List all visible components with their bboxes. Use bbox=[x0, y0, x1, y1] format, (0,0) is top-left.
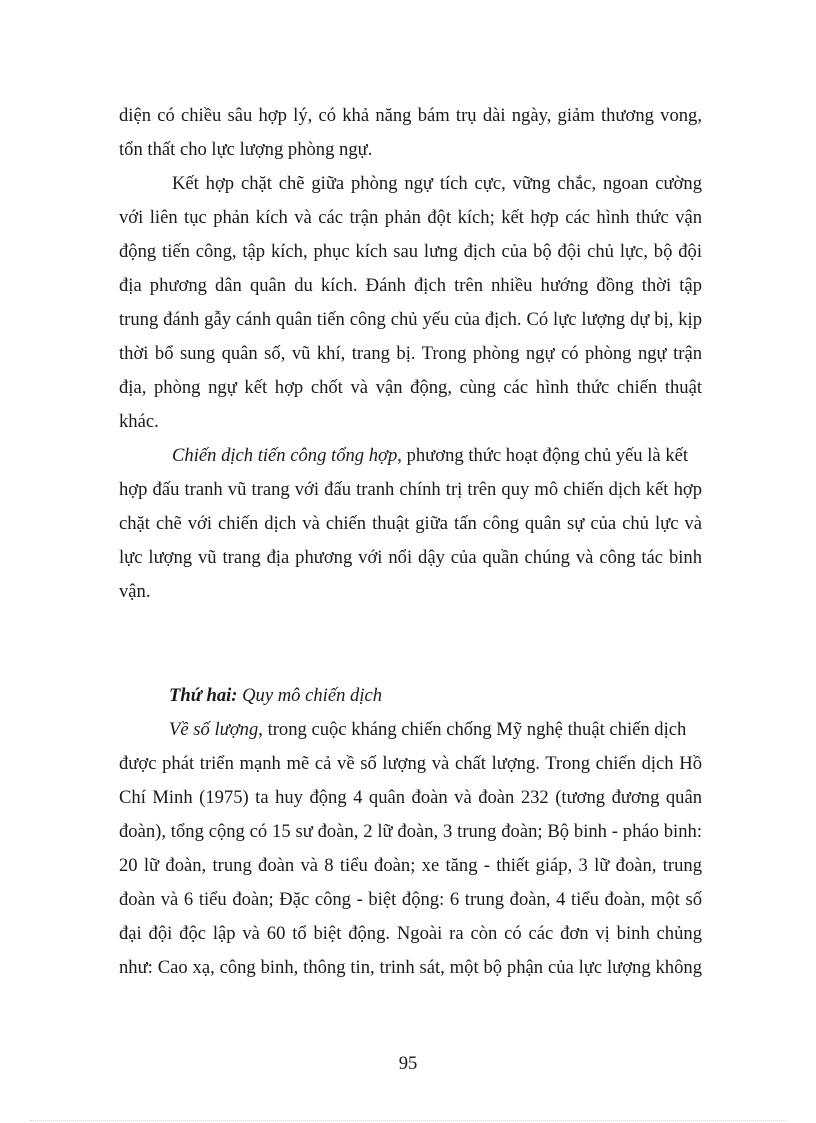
text-line: vận. bbox=[119, 581, 151, 602]
page-number: 95 bbox=[398, 1053, 418, 1074]
italic-term: Về số lượng bbox=[169, 719, 259, 740]
lead-rest: , phương thức hoạt động chủ yếu là kết bbox=[397, 445, 689, 466]
text-line: Chí Minh (1975) ta huy động 4 quân đoàn và đoàn 232 (tương đương quân bbox=[119, 787, 702, 808]
text-line: diện có chiều sâu hợp lý, có khả năng bám trụ dài ngày, giảm thương vong, bbox=[119, 105, 702, 126]
text-line: chặt chẽ với chiến dịch và chiến thuật giữa tấn công quân sự của chủ lực và bbox=[119, 513, 702, 534]
text-line-lead bbox=[172, 444, 702, 468]
text-line: địa, phòng ngự kết hợp chốt và vận động, cùng các hình thức chiến thuật bbox=[119, 377, 702, 398]
heading-label: Thứ hai: bbox=[169, 685, 238, 706]
text-line: khác. bbox=[119, 411, 159, 432]
text-line-lead bbox=[169, 718, 702, 742]
italic-term: Chiến dịch tiến công tổng hợp bbox=[172, 445, 398, 466]
text-line: thời bổ sung quân số, vũ khí, trang bị. Trong phòng ngự có phòng ngự trận bbox=[119, 343, 702, 364]
text-line: 20 lữ đoàn, trung đoàn và 8 tiểu đoàn; xe tăng - thiết giáp, 3 lữ đoàn, trung bbox=[119, 855, 702, 876]
text-line: với liên tục phản kích và các trận phản đột kích; kết hợp các hình thức vận bbox=[119, 207, 702, 228]
text-line: địa phương dân quân du kích. Đánh địch trên nhiều hướng đồng thời tập bbox=[119, 275, 702, 296]
text-line: đoàn và 6 tiểu đoàn; Đặc công - biệt động: 6 trung đoàn, 4 tiểu đoàn, một số bbox=[119, 889, 702, 910]
text-line: như: Cao xạ, công binh, thông tin, trinh sát, một bộ phận của lực lượng không bbox=[119, 957, 702, 978]
text-line: tổn thất cho lực lượng phòng ngự. bbox=[119, 139, 373, 160]
text-line: động tiến công, tập kích, phục kích sau lưng địch của bộ đội chủ lực, bộ đội bbox=[119, 241, 702, 262]
section-heading bbox=[169, 684, 702, 708]
text-line: lực lượng vũ trang địa phương với nổi dậy của quần chúng và công tác binh bbox=[119, 547, 702, 568]
page-edge-divider bbox=[30, 1120, 786, 1121]
text-line: đoàn), tổng cộng có 15 sư đoàn, 2 lữ đoàn, 3 trung đoàn; Bộ binh - pháo binh: bbox=[119, 821, 702, 842]
text-line: hợp đấu tranh vũ trang với đấu tranh chính trị trên quy mô chiến dịch kết hợp bbox=[119, 479, 702, 500]
lead-rest: , trong cuộc kháng chiến chống Mỹ nghệ thuật chiến dịch bbox=[258, 719, 687, 740]
text-line: đại đội độc lập và 60 tổ biệt động. Ngoài ra còn có các đơn vị binh chủng bbox=[119, 923, 702, 944]
text-line: trung đánh gẫy cánh quân tiến công chủ yếu của địch. Có lực lượng dự bị, kịp bbox=[119, 309, 702, 330]
text-line: Kết hợp chặt chẽ giữa phòng ngự tích cực, vững chắc, ngoan cường bbox=[172, 173, 702, 194]
text-line: được phát triển mạnh mẽ cả về số lượng và chất lượng. Trong chiến dịch Hồ bbox=[119, 753, 702, 774]
heading-title: Quy mô chiến dịch bbox=[237, 685, 383, 706]
